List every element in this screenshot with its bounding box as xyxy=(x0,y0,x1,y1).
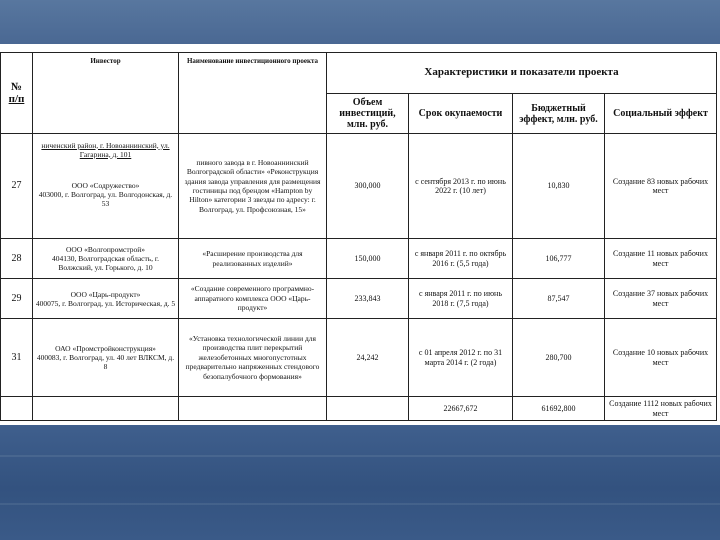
header-number-abbr: п/п xyxy=(8,93,25,105)
header-characteristics: Характеристики и показатели проекта xyxy=(327,53,717,94)
payback-cell: с 01 апреля 2012 г. по 31 марта 2014 г. (2 года) xyxy=(409,319,513,397)
row-number: 29 xyxy=(1,279,33,319)
header-social: Социальный эффект xyxy=(605,94,717,134)
header-project-name: Наименование инвестиционного проекта xyxy=(179,53,327,134)
background-bottom-band xyxy=(0,425,720,540)
total-budget: 61692,800 xyxy=(513,397,605,421)
total-social: Создание 1112 новых рабочих мест xyxy=(605,397,717,421)
investor-name: ООО «Волгопромстрой» xyxy=(66,245,145,254)
empty-cell xyxy=(179,397,327,421)
social-cell: Создание 37 новых рабочих мест xyxy=(605,279,717,319)
row-number: 27 xyxy=(1,134,33,239)
table-row xyxy=(1,279,717,319)
investor-prev-address: ниченский район, г. Новоаннинский, ул. Гагарина, д. 101 xyxy=(41,140,170,159)
investment-projects-table xyxy=(0,52,717,421)
payback-cell: с января 2011 г. по октябрь 2016 г. (5,5 года) xyxy=(409,239,513,279)
total-volume: 22667,672 xyxy=(409,397,513,421)
spacer xyxy=(35,159,176,181)
header-investor: Инвестор xyxy=(33,53,179,134)
investor-cell xyxy=(33,239,179,279)
project-name-cell: пивного завода в г. Новоаннинский Волгоградской области» «Реконструкция здания завода управления для размещения гостиницы под брендом «Hampton by Hilton» категории 3 звезды по адресу: г. Волгоград, ул. Профсоюзная, 15» xyxy=(179,134,327,239)
investor-name: ОАО «Промстройконструкция» xyxy=(55,344,156,353)
table-row xyxy=(1,319,717,397)
header-number-symbol: № xyxy=(10,81,23,93)
totals-row xyxy=(1,397,717,421)
social-cell: Создание 10 новых рабочих мест xyxy=(605,319,717,397)
slide-content xyxy=(0,44,720,425)
investor-address: 403000, г. Волгоград, ул. Волгодонская, д. 53 xyxy=(38,189,173,208)
background-streak xyxy=(0,455,720,457)
investor-address: 400075, г. Волгоград, ул. Историческая, д. 5 xyxy=(35,298,176,308)
investor-address: 404130, Волгоградская область, г. Волжский, ул. Горького, д. 10 xyxy=(51,254,160,272)
header-row-top xyxy=(1,53,717,94)
volume-cell: 24,242 xyxy=(327,319,409,397)
budget-cell: 10,830 xyxy=(513,134,605,239)
row-number: 28 xyxy=(1,239,33,279)
volume-cell: 150,000 xyxy=(327,239,409,279)
payback-cell: с января 2011 г. по июнь 2018 г. (7,5 года) xyxy=(409,279,513,319)
row-number: 31 xyxy=(1,319,33,397)
empty-cell xyxy=(33,397,179,421)
project-name-cell: «Расширение производства для реализованных изделий» xyxy=(179,239,327,279)
project-name-cell: «Установка технологической линии для производства плит перекрытий железобетонных многопустотных предварительно напряженных стендового безопалубочного формования» xyxy=(179,319,327,397)
budget-cell: 106,777 xyxy=(513,239,605,279)
background-top-band xyxy=(0,0,720,44)
budget-cell: 280,700 xyxy=(513,319,605,397)
project-name-cell: «Создание современного программно-аппаратного комплекса ООО «Царь-продукт» xyxy=(179,279,327,319)
table-row xyxy=(1,134,717,239)
table-row xyxy=(1,239,717,279)
spacer xyxy=(35,208,176,232)
header-budget: Бюджетный эффект, млн. руб. xyxy=(513,94,605,134)
background-streak xyxy=(0,503,720,505)
volume-cell: 300,000 xyxy=(327,134,409,239)
budget-cell: 87,547 xyxy=(513,279,605,319)
investor-address: 400083, г. Волгоград, ул. 40 лет ВЛКСМ, д. 8 xyxy=(36,353,175,371)
investor-cell xyxy=(33,134,179,239)
header-payback: Срок окупаемости xyxy=(409,94,513,134)
social-cell: Создание 11 новых рабочих мест xyxy=(605,239,717,279)
investor-cell xyxy=(33,279,179,319)
header-volume: Объем инвестиций, млн. руб. xyxy=(327,94,409,134)
empty-cell xyxy=(1,397,33,421)
investor-cell xyxy=(33,319,179,397)
empty-cell xyxy=(327,397,409,421)
social-cell: Создание 83 новых рабочих мест xyxy=(605,134,717,239)
volume-cell: 233,843 xyxy=(327,279,409,319)
investor-name: ООО «Содружество» xyxy=(71,180,140,190)
header-number xyxy=(1,53,33,134)
payback-cell: с сентября 2013 г. по июнь 2022 г. (10 лет) xyxy=(409,134,513,239)
investor-name: ООО «Царь-продукт» xyxy=(70,289,141,299)
